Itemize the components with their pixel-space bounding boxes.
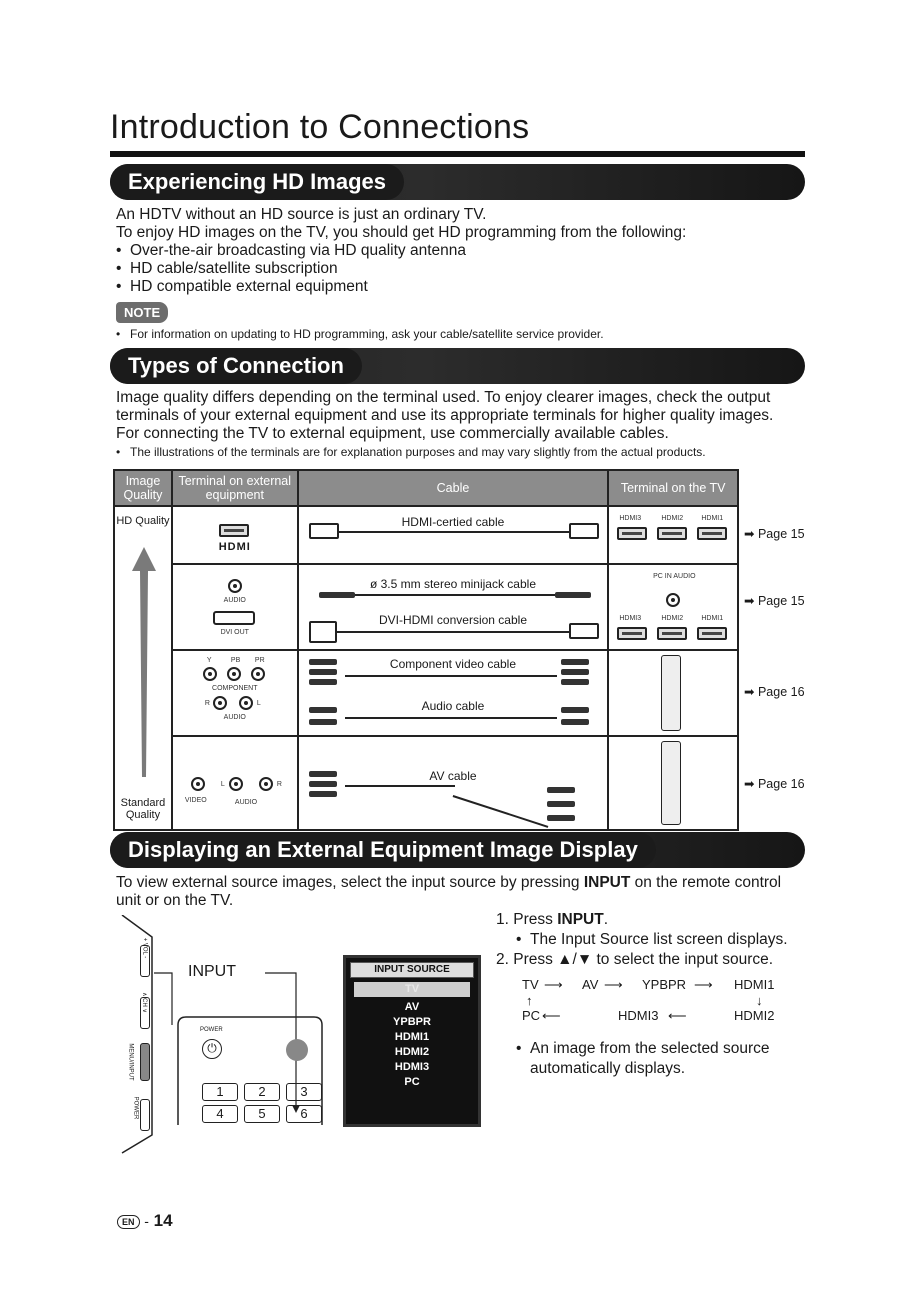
- cable-dvi-cell: [298, 564, 609, 650]
- note-badge: NOTE: [116, 302, 168, 323]
- hdmi-port-icon: [657, 527, 687, 540]
- section-band-hd: [110, 164, 805, 200]
- port-label: HDMI2: [661, 615, 684, 622]
- rca-plug-icon: [309, 669, 337, 675]
- step-text: Press: [513, 911, 558, 928]
- num-key-1[interactable]: 1: [202, 1083, 238, 1101]
- port-label: PR: [254, 657, 265, 664]
- rca-jack-icon: [203, 667, 217, 681]
- cable-label: AV cable: [429, 769, 477, 783]
- section-heading-display: Displaying an External Equipment Image Display: [110, 832, 656, 868]
- table-row: [114, 650, 738, 736]
- tv-hdmi-cell: [608, 506, 738, 564]
- list-item: • HD compatible external equipment: [116, 278, 806, 296]
- port-label: R: [204, 700, 210, 707]
- table-row: [114, 564, 738, 650]
- remote-input-button[interactable]: [286, 1039, 308, 1061]
- flow-arrow-icon: ⟵: [668, 1008, 687, 1023]
- menu-input-button[interactable]: [140, 1043, 150, 1081]
- step-2: [496, 950, 806, 970]
- port-label: HDMI3: [619, 615, 642, 622]
- section-heading-types: Types of Connection: [110, 348, 362, 384]
- rca-plug-icon: [561, 659, 589, 665]
- hd-quality-label: HD Quality: [116, 515, 170, 527]
- num-key-4[interactable]: 4: [202, 1105, 238, 1123]
- rca-jack-icon: [229, 777, 243, 791]
- hd-intro-1: An HDTV without an HD source is just an ordinary TV.: [116, 206, 487, 223]
- menu-item-tv[interactable]: TV: [354, 982, 470, 997]
- cable-label: ø 3.5 mm stereo minijack cable: [369, 577, 536, 591]
- types-para-2: For connecting the TV to external equipment, use commercially available cables.: [116, 425, 669, 442]
- page-ref: ➡ Page 16: [744, 685, 805, 699]
- header-terminal-tv: Terminal on the TV: [608, 470, 738, 506]
- vol-button[interactable]: [140, 945, 150, 977]
- side-label: MENU/INPUT: [127, 1043, 134, 1081]
- step-bold: INPUT: [557, 911, 604, 928]
- tv-pc-cell: [608, 564, 738, 650]
- port-label: HDMI3: [619, 515, 642, 522]
- page-ref: ➡ Page 15: [744, 527, 805, 541]
- rca-jack-icon: [239, 696, 253, 710]
- header-image-quality: Image Quality: [114, 470, 172, 506]
- steps: [496, 910, 806, 970]
- tv-av-ports-icon: [661, 741, 681, 825]
- hdmi-port-icon: [617, 527, 647, 540]
- flow-item: HDMI3: [618, 1008, 659, 1023]
- step-2-sub: [516, 1039, 806, 1079]
- tv-av-cell: [608, 736, 738, 830]
- ext-component-cell: [172, 650, 298, 736]
- tv-power-button[interactable]: [140, 1099, 150, 1131]
- remote-illustration: [120, 915, 332, 1155]
- step-number: 2.: [496, 951, 509, 968]
- input-source-menu: [343, 955, 481, 1127]
- list-item: • HD cable/satellite subscription: [116, 260, 806, 278]
- tv-component-ports-icon: [661, 655, 681, 731]
- quality-column: [114, 506, 172, 830]
- table-header-row: [114, 470, 738, 506]
- minijack-plug-icon: [555, 592, 591, 598]
- header-cable: Cable: [298, 470, 609, 506]
- footer-dash: -: [144, 1213, 149, 1229]
- standard-quality-label: Standard Quality: [120, 797, 166, 821]
- side-label: ∧ CH ∨: [140, 992, 147, 1013]
- flow-down-arrow-icon: ↓: [756, 993, 763, 1008]
- flow-arrow-icon: ⟶: [604, 977, 623, 992]
- display-intro-text: To view external source images, select the input source by pressing: [116, 874, 584, 891]
- input-flow-diagram: [522, 977, 792, 1027]
- ext-dvi-cell: [172, 564, 298, 650]
- port-label: COMPONENT: [212, 685, 258, 692]
- page-ref: ➡ Page 16: [744, 777, 805, 791]
- hdmi-port-icon: [617, 627, 647, 640]
- rca-plug-icon: [561, 707, 589, 713]
- step-1-sub: [516, 930, 806, 950]
- flow-arrow-icon: ⟶: [544, 977, 563, 992]
- cable-label: HDMI-certied cable: [401, 515, 505, 529]
- section-band-types: [110, 348, 805, 384]
- types-note: [116, 445, 806, 459]
- port-label: DVI OUT: [220, 629, 249, 636]
- flow-arrow-icon: ⟵: [542, 1008, 561, 1023]
- types-intro: [116, 389, 806, 443]
- flow-up-arrow-icon: ↑: [526, 993, 533, 1008]
- flow-item: AV: [582, 977, 599, 992]
- side-label: POWER: [132, 1096, 139, 1120]
- display-intro: [116, 874, 806, 910]
- port-label: L: [256, 700, 261, 707]
- side-label: + VOL -: [141, 937, 148, 959]
- power-label: POWER: [200, 1027, 223, 1033]
- flow-item: YPBPR: [642, 977, 687, 992]
- cable-label: Audio cable: [421, 699, 485, 713]
- tv-component-cell: [608, 650, 738, 736]
- power-icon[interactable]: ⏻: [202, 1039, 222, 1059]
- table-row: [114, 506, 738, 564]
- port-label: VIDEO: [184, 797, 207, 804]
- cable-av-cell: [298, 736, 609, 830]
- hd-source-list: [116, 242, 806, 296]
- port-label: HDMI2: [661, 515, 684, 522]
- rca-plug-icon: [309, 659, 337, 665]
- rca-plug-icon: [547, 815, 575, 821]
- section-heading-hd: Experiencing HD Images: [110, 164, 404, 200]
- table-row: [114, 736, 738, 830]
- hd-intro-2: To enjoy HD images on the TV, you should get HD programming from the following:: [116, 224, 687, 241]
- hdmi-plug-icon: [569, 623, 599, 639]
- rca-plug-icon: [561, 719, 589, 725]
- flow-item: PC: [522, 1008, 541, 1023]
- flow-item: HDMI2: [734, 1008, 775, 1023]
- flow-item: TV: [522, 977, 539, 992]
- num-key-6[interactable]: 6: [286, 1105, 322, 1123]
- port-label: HDMI1: [701, 515, 724, 522]
- page-title: Introduction to Connections: [110, 108, 530, 146]
- hdmi-port-icon: [697, 627, 727, 640]
- list-item: • Over-the-air broadcasting via HD quality antenna: [116, 242, 806, 260]
- note-text: • For information on updating to HD programming, ask your cable/satellite service provider.: [116, 327, 806, 341]
- port-label: Y: [206, 657, 212, 664]
- cable-hdmi-cell: [298, 506, 609, 564]
- hd-intro: [116, 206, 806, 296]
- rca-plug-icon: [309, 679, 337, 685]
- menu-item-hdmi2[interactable]: HDMI2: [394, 1046, 430, 1058]
- rca-plug-icon: [547, 801, 575, 807]
- cable-component-cell: [298, 650, 609, 736]
- rca-plug-icon: [309, 719, 337, 725]
- hdmi-port-icon: [219, 524, 249, 537]
- cable-line: [355, 594, 555, 596]
- page-ref: ➡ Page 15: [744, 594, 805, 608]
- audio-jack-icon: [228, 579, 242, 593]
- menu-item-hdmi3[interactable]: HDMI3: [394, 1061, 430, 1073]
- rca-jack-icon: [213, 696, 227, 710]
- hd-note: [116, 327, 806, 341]
- rca-plug-icon: [561, 669, 589, 675]
- cable-line: [337, 631, 569, 633]
- page-footer: [117, 1211, 173, 1231]
- display-intro-text: on the remote control unit or on the TV.: [116, 874, 782, 909]
- rca-jack-icon: [227, 667, 241, 681]
- dvi-plug-icon: [309, 621, 337, 643]
- step-1: [496, 910, 806, 930]
- menu-item-av[interactable]: AV: [404, 1001, 420, 1013]
- step-number: 1.: [496, 911, 509, 928]
- hdmi-logo: HDMI: [218, 541, 251, 553]
- rca-plug-icon: [309, 707, 337, 713]
- types-para-1: Image quality differs depending on the terminal used. To enjoy clearer images, check the output terminals of your external equipment and use its appropriate terminals for higher quality images.: [116, 389, 774, 424]
- hdmi-port-icon: [657, 627, 687, 640]
- menu-item-ypbpr[interactable]: YPBPR: [393, 1016, 431, 1028]
- rca-jack-icon: [251, 667, 265, 681]
- flow-arrow-icon: ⟶: [694, 977, 713, 992]
- ch-button[interactable]: [140, 997, 150, 1029]
- connection-table: [113, 469, 739, 831]
- port-label: AUDIO: [223, 714, 246, 721]
- cable-line: [452, 795, 548, 827]
- ext-av-cell: [172, 736, 298, 830]
- port-label: AUDIO: [223, 597, 246, 604]
- cable-label: DVI-HDMI conversion cable: [378, 613, 527, 627]
- audio-jack-icon: [666, 593, 680, 607]
- flow-item: HDMI1: [734, 977, 775, 992]
- input-label: INPUT: [188, 963, 236, 980]
- minijack-plug-icon: [319, 592, 355, 598]
- port-label: PC IN AUDIO: [653, 573, 696, 580]
- rca-plug-icon: [561, 679, 589, 685]
- step-text: .: [603, 911, 608, 928]
- cable-line: [345, 717, 557, 719]
- display-intro-bold: INPUT: [583, 874, 631, 891]
- menu-item-hdmi1[interactable]: HDMI1: [394, 1031, 430, 1043]
- title-rule: [110, 151, 805, 157]
- rca-jack-icon: [191, 777, 205, 791]
- num-key-2[interactable]: 2: [244, 1083, 280, 1101]
- rca-jack-icon: [259, 777, 273, 791]
- hdmi-port-icon: [697, 527, 727, 540]
- cable-line: [345, 675, 557, 677]
- num-key-5[interactable]: 5: [244, 1105, 280, 1123]
- num-key-3[interactable]: 3: [286, 1083, 322, 1101]
- rca-plug-icon: [309, 791, 337, 797]
- rca-plug-icon: [547, 787, 575, 793]
- list-item: • The Input Source list screen displays.: [516, 930, 806, 950]
- header-terminal-external: Terminal on external equipment: [172, 470, 298, 506]
- input-source-title: INPUT SOURCE: [350, 962, 474, 978]
- menu-item-pc[interactable]: PC: [404, 1076, 420, 1088]
- cable-line: [345, 785, 455, 787]
- port-label: R: [276, 781, 282, 788]
- dvi-port-icon: [213, 611, 255, 625]
- port-label: AUDIO: [234, 799, 258, 806]
- quality-arrow-icon: [124, 547, 164, 777]
- port-label: L: [220, 781, 225, 788]
- port-label: PB: [230, 657, 241, 664]
- note-text: • The illustrations of the terminals are for explanation purposes and may vary slightly from the actual products.: [116, 445, 806, 459]
- ext-hdmi-cell: [172, 506, 298, 564]
- language-badge: EN: [117, 1215, 140, 1229]
- cable-label: Component video cable: [389, 657, 517, 671]
- page-number: 14: [153, 1211, 173, 1230]
- port-label: HDMI1: [701, 615, 724, 622]
- step-text: Press ▲/▼ to select the input source.: [513, 951, 774, 968]
- rca-plug-icon: [309, 771, 337, 777]
- section-band-display: [110, 832, 805, 868]
- list-item: • An image from the selected source automatically displays.: [516, 1039, 806, 1079]
- rca-plug-icon: [309, 781, 337, 787]
- cable-line: [339, 531, 569, 533]
